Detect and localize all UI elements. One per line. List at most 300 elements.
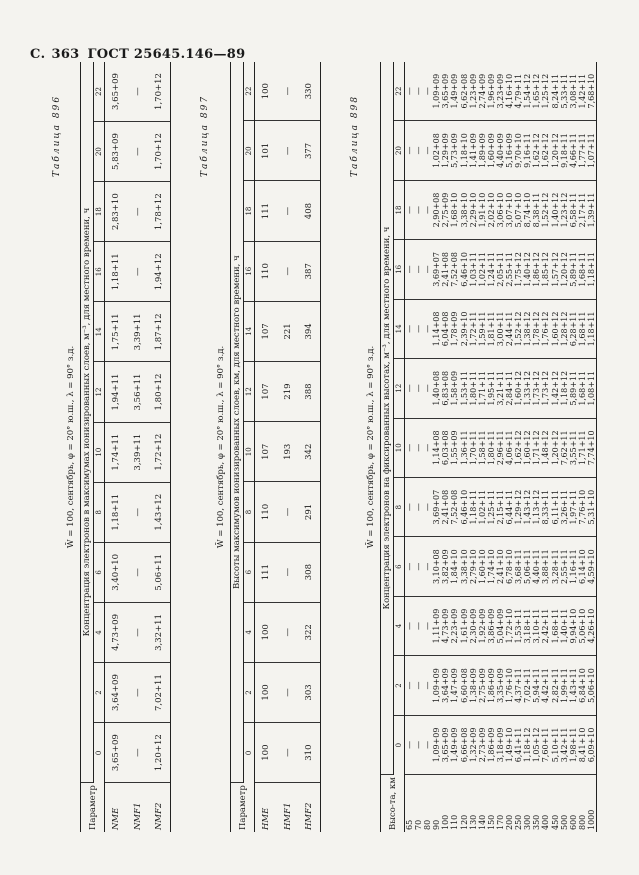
- table-cell: —: [277, 241, 299, 301]
- table-cell: —: [127, 242, 149, 302]
- hour-header: 12: [244, 362, 255, 422]
- table-cell: 6,46+10: [460, 240, 469, 299]
- param-header: Высо-та, км: [381, 775, 405, 832]
- table-cell: 1,60+12: [523, 418, 532, 477]
- row-label: 450: [550, 814, 560, 830]
- table-cell: 1,18+11: [587, 299, 597, 358]
- table-cell: 101: [255, 121, 277, 181]
- table-cell: 1,73+12: [532, 359, 541, 418]
- hour-header: 22: [94, 62, 105, 122]
- table-cell: 3,42+11: [560, 715, 569, 774]
- table-cell: 4,73+09: [105, 602, 127, 662]
- row-label: 110: [450, 814, 460, 830]
- hour-header: 22: [244, 62, 255, 121]
- table-cell: 1,16+11: [569, 537, 578, 596]
- table-cell: 1,60+09: [487, 121, 496, 180]
- table-cell: 6,66+08: [460, 715, 469, 774]
- table-cell: 3,39+11: [127, 422, 149, 482]
- table-cell: 1,09+09: [432, 656, 441, 715]
- row-label: NMF1: [132, 802, 143, 830]
- page-prefix: С.: [30, 47, 46, 62]
- table-cell: 3,82+09: [441, 537, 450, 596]
- table-cell: 1,55+09: [450, 418, 459, 477]
- table-cell: 1,80+11: [469, 359, 478, 418]
- table-cell: 1,42+11: [578, 62, 587, 121]
- table-row: [405, 62, 415, 832]
- table-cell: 1,18+11: [105, 242, 127, 302]
- standard-number: ГОСТ 25645.146—89: [87, 47, 246, 62]
- table-cell: 6,83+08: [441, 359, 450, 418]
- table-cell: 4,06+11: [505, 418, 514, 477]
- table-cell: 1,49+09: [450, 715, 459, 774]
- table-cell: 100: [255, 723, 277, 783]
- table-cell: 1,43+12: [149, 482, 171, 542]
- table-cell: 1,71+12: [532, 418, 541, 477]
- table-cell: 1,72+11: [469, 299, 478, 358]
- table-row: [505, 62, 514, 832]
- table-cell: 7,74+10: [587, 418, 597, 477]
- table-cell: 330: [299, 62, 321, 121]
- table-cell: —: [414, 656, 423, 715]
- row-label: 90: [432, 819, 442, 830]
- table-cell: 2,39+10: [460, 299, 469, 358]
- table-cell: 1,20+12: [551, 121, 560, 180]
- table-cell: 1,58+11: [478, 418, 487, 477]
- table-cell: 1,18+12: [560, 359, 569, 418]
- table-cell: 3,39+11: [127, 302, 149, 362]
- table-cell: 3,65+09: [105, 62, 127, 122]
- hour-header: 0: [94, 723, 105, 783]
- table-cell: —: [414, 418, 423, 477]
- table-row: [578, 62, 587, 832]
- row-label: 1000: [587, 775, 597, 832]
- table-cell: 1,11+09: [432, 596, 441, 655]
- table-cell: 1,99+11: [560, 656, 569, 715]
- table-cell: 1,49+10: [505, 715, 514, 774]
- hour-header: 2: [394, 656, 405, 715]
- row-label: 140: [477, 814, 487, 830]
- table-cell: —: [405, 477, 415, 536]
- table-cell: 6,60+08: [460, 656, 469, 715]
- table-cell: 2,55+11: [560, 537, 569, 596]
- table-cell: 5,73+09: [450, 121, 459, 180]
- row-label: 800: [577, 814, 587, 830]
- table-cell: 100: [255, 602, 277, 662]
- table-cell: 1,43+12: [523, 477, 532, 536]
- table-cell: 1,59+11: [478, 299, 487, 358]
- table-cell: 1,40+08: [432, 359, 441, 418]
- table-cell: 4,73+09: [441, 596, 450, 655]
- table-cell: 1,74+11: [105, 422, 127, 482]
- table-cell: 2,41+08: [441, 477, 450, 536]
- table-cell: 4,66+11: [569, 121, 578, 180]
- table-cell: 5,31+10: [587, 477, 597, 536]
- table-row: [469, 62, 478, 832]
- param-header: Параметр: [231, 783, 255, 832]
- table-cell: 3,68+11: [514, 537, 523, 596]
- table-cell: 1,02+08: [432, 121, 441, 180]
- table-cell: 4,37+11: [514, 656, 523, 715]
- table-cell: —: [414, 715, 423, 774]
- table-cell: 2,23+09: [450, 596, 459, 655]
- table-cell: 4,79+11: [514, 62, 523, 121]
- hour-header: 4: [244, 602, 255, 662]
- table-row: [432, 62, 441, 832]
- table-cell: 2,15+11: [496, 477, 505, 536]
- table-cell: 5,89+11: [569, 240, 578, 299]
- table-row: [277, 62, 299, 832]
- table-cell: 1,62+12: [541, 121, 550, 180]
- table-row: [127, 62, 149, 832]
- table-cell: 4,42+11: [541, 656, 550, 715]
- table-cell: 3,23+09: [496, 62, 505, 121]
- table-cell: —: [423, 656, 432, 715]
- table-cell: 1,58+09: [450, 359, 459, 418]
- table-cell: —: [423, 715, 432, 774]
- row-label: 70: [414, 819, 424, 830]
- table-cell: 1,42+12: [551, 359, 560, 418]
- table-cell: 5,06+11: [149, 542, 171, 602]
- row-label: 300: [523, 814, 533, 830]
- table-cell: 2,42+11: [541, 596, 550, 655]
- table-cell: 5,06+10: [578, 596, 587, 655]
- table-cell: 1,86+09: [487, 715, 496, 774]
- table-cell: 1,68+11: [551, 596, 560, 655]
- table-cell: 1,68+11: [578, 240, 587, 299]
- table-cell: 3,55+11: [569, 418, 578, 477]
- table-cell: 1,48+12: [541, 418, 550, 477]
- table-cell: 1,96+09: [487, 62, 496, 121]
- table-cell: —: [414, 477, 423, 536]
- table-cell: —: [127, 482, 149, 542]
- hour-header: 20: [94, 122, 105, 182]
- table-row: [514, 62, 523, 832]
- row-label: 120: [459, 814, 469, 830]
- row-label: 400: [541, 814, 551, 830]
- table-cell: 3,86+09: [487, 596, 496, 655]
- table-cell: —: [414, 359, 423, 418]
- table-cell: 1,40+12: [551, 180, 560, 239]
- table-cell: 3,56+11: [127, 362, 149, 422]
- table-cell: 1,02+11: [478, 240, 487, 299]
- table-cell: 1,53+11: [514, 596, 523, 655]
- table-cell: 1,25+12: [541, 62, 550, 121]
- table-cell: —: [423, 240, 432, 299]
- table-cell: 3,65+09: [441, 62, 450, 121]
- table-cell: 1,68+11: [578, 299, 587, 358]
- table-cell: 3,64+09: [441, 656, 450, 715]
- row-label: NME: [110, 807, 121, 830]
- table-cell: 1,65+12: [532, 62, 541, 121]
- table-cell: 1,86+09: [487, 656, 496, 715]
- table-cell: 9,16+11: [523, 121, 532, 180]
- table-cell: —: [127, 663, 149, 723]
- table-cell: —: [127, 602, 149, 662]
- table-cell: 2,83+10: [105, 182, 127, 242]
- span-header: Концентрация электронов в максимумах ионизированных слоев, м⁻³, для местного времени, ч: [81, 62, 94, 783]
- table-row: [299, 62, 321, 832]
- table-cell: 1,95+11: [487, 359, 496, 418]
- table-cell: 1,71+11: [478, 359, 487, 418]
- table-cell: 1,29+12: [514, 477, 523, 536]
- table-896-label: Таблица 896: [52, 94, 62, 177]
- table-cell: 3,08+11: [569, 62, 578, 121]
- table-cell: 3,38+10: [460, 180, 469, 239]
- table-cell: —: [414, 299, 423, 358]
- table-cell: 3,65+09: [441, 715, 450, 774]
- table-cell: —: [405, 656, 415, 715]
- table-cell: 1,62+12: [532, 121, 541, 180]
- table-cell: 6,46+10: [460, 477, 469, 536]
- table-cell: 9,94+10: [569, 596, 578, 655]
- table-cell: —: [423, 359, 432, 418]
- table-cell: —: [405, 62, 415, 121]
- table-row: [532, 62, 541, 832]
- table-cell: 1,07+11: [587, 121, 597, 180]
- table-row: [255, 62, 277, 832]
- hour-header: 18: [244, 181, 255, 241]
- row-label: NMF2: [149, 783, 171, 832]
- table-cell: 1,84+10: [450, 537, 459, 596]
- table-cell: —: [277, 602, 299, 662]
- hour-header: 14: [244, 301, 255, 361]
- table-cell: 1,92+09: [478, 596, 487, 655]
- table-cell: 3,18+09: [496, 715, 505, 774]
- table-cell: 6,04+08: [441, 299, 450, 358]
- table-cell: 1,36+11: [460, 418, 469, 477]
- table-897: [230, 62, 321, 832]
- table-row: [441, 62, 450, 832]
- table-row: [460, 62, 469, 832]
- table-cell: —: [405, 180, 415, 239]
- table-cell: 2,90+08: [432, 180, 441, 239]
- table-cell: 1,54+12: [523, 62, 532, 121]
- table-cell: 8,74+10: [523, 180, 532, 239]
- table-cell: 1,75+11: [105, 302, 127, 362]
- table-cell: —: [414, 537, 423, 596]
- row-label: 350: [532, 814, 542, 830]
- table-row: [478, 62, 487, 832]
- table-cell: 1,08+11: [587, 359, 597, 418]
- row-label: 130: [468, 814, 478, 830]
- table-cell: 1,29+09: [441, 121, 450, 180]
- table-cell: 6,28+11: [569, 299, 578, 358]
- table-cell: 3,21+11: [496, 359, 505, 418]
- table-cell: 6,41+11: [514, 715, 523, 774]
- table-cell: 3,40+10: [105, 542, 127, 602]
- table-cell: 1,57+12: [551, 240, 560, 299]
- table-cell: —: [423, 596, 432, 655]
- page-number: 363: [51, 47, 80, 62]
- table-cell: —: [277, 662, 299, 722]
- table-cell: 1,78+09: [450, 299, 459, 358]
- table-897-title: W̄ = 100, сентябрь, φ = 20° ю.ш., λ = 90° з.д.: [216, 345, 226, 549]
- table-cell: 1,94+11: [105, 362, 127, 422]
- table-cell: 3,18+11: [523, 596, 532, 655]
- table-cell: 1,94+12: [149, 242, 171, 302]
- table-cell: 107: [255, 422, 277, 482]
- table-cell: 100: [255, 62, 277, 121]
- table-cell: 110: [255, 241, 277, 301]
- table-cell: 1,38+09: [469, 656, 478, 715]
- row-label: 80: [423, 819, 433, 830]
- hour-header: 22: [394, 62, 405, 121]
- table-cell: 6,62+08: [460, 62, 469, 121]
- table-cell: 1,14+08: [432, 418, 441, 477]
- table-cell: 1,20+12: [149, 723, 171, 783]
- table-cell: 5,06+11: [523, 537, 532, 596]
- hour-header: 6: [94, 542, 105, 602]
- table-cell: 6,44+11: [505, 477, 514, 536]
- table-cell: 1,81+11: [487, 299, 496, 358]
- table-cell: 1,39+11: [587, 180, 597, 239]
- table-cell: 1,32+09: [469, 715, 478, 774]
- table-cell: 1,72+12: [149, 422, 171, 482]
- table-cell: 2,75+09: [478, 656, 487, 715]
- table-cell: —: [423, 62, 432, 121]
- table-cell: —: [423, 537, 432, 596]
- row-label: 65: [405, 819, 414, 830]
- table-cell: 7,52+08: [450, 477, 459, 536]
- table-cell: 8,24+11: [551, 62, 560, 121]
- table-cell: —: [127, 182, 149, 242]
- table-cell: 1,73+12: [541, 359, 550, 418]
- table-cell: 2,73+09: [478, 715, 487, 774]
- table-cell: 5,94+11: [532, 656, 541, 715]
- row-label: 150: [486, 814, 496, 830]
- table-cell: —: [414, 596, 423, 655]
- table-cell: 1,43+11: [569, 656, 578, 715]
- table-cell: 3,10+08: [432, 537, 441, 596]
- table-cell: 2,96+11: [496, 418, 505, 477]
- table-cell: 1,20+12: [560, 240, 569, 299]
- table-897-label: Таблица 897: [200, 94, 210, 177]
- table-cell: 1,60+12: [551, 299, 560, 358]
- table-cell: —: [423, 477, 432, 536]
- table-cell: —: [414, 62, 423, 121]
- span-header: Концентрация электронов на фиксированных высотах, м⁻³, для местного времени, ч: [381, 62, 394, 775]
- table-cell: 1,09+09: [432, 715, 441, 774]
- table-cell: 291: [299, 482, 321, 542]
- table-cell: 219: [277, 362, 299, 422]
- table-896: [80, 62, 171, 832]
- table-row: [496, 62, 505, 832]
- row-label: 600: [568, 814, 578, 830]
- table-cell: 2,75+09: [441, 180, 450, 239]
- table-cell: 1,47+09: [450, 656, 459, 715]
- table-cell: 408: [299, 181, 321, 241]
- table-cell: 111: [255, 542, 277, 602]
- table-cell: 2,82+11: [551, 656, 560, 715]
- table-cell: —: [414, 240, 423, 299]
- table-cell: 100: [255, 662, 277, 722]
- table-cell: 7,52+08: [450, 240, 459, 299]
- table-cell: 221: [277, 301, 299, 361]
- hour-header: 10: [94, 422, 105, 482]
- table-cell: 1,78+12: [532, 299, 541, 358]
- table-cell: 7,02+11: [149, 663, 171, 723]
- hour-header: 2: [94, 663, 105, 723]
- param-header: Параметр: [81, 783, 105, 832]
- table-cell: 2,74+09: [478, 62, 487, 121]
- row-label: HME: [260, 807, 271, 830]
- table-cell: 1,18+11: [469, 477, 478, 536]
- table-cell: 1,52+12: [514, 299, 523, 358]
- table-cell: 5,33+11: [560, 62, 569, 121]
- table-cell: 5,16+09: [505, 121, 514, 180]
- row-label: 250: [514, 814, 524, 830]
- table-cell: 2,17+11: [578, 180, 587, 239]
- table-cell: 7,02+11: [523, 656, 532, 715]
- table-cell: 6,58+11: [569, 180, 578, 239]
- table-cell: —: [405, 121, 415, 180]
- table-cell: 4,40+09: [496, 121, 505, 180]
- hour-header: 8: [94, 482, 105, 542]
- table-cell: 5,04+09: [496, 596, 505, 655]
- table-cell: 1,53+11: [460, 359, 469, 418]
- table-cell: 3,65+09: [105, 723, 127, 783]
- page-header: [30, 47, 245, 62]
- hour-header: 10: [394, 418, 405, 477]
- table-cell: 1,70+12: [149, 122, 171, 182]
- table-cell: 1,68+11: [578, 359, 587, 418]
- table-cell: 9,18+11: [560, 121, 569, 180]
- table-cell: 3,38+10: [460, 537, 469, 596]
- table-cell: 1,70+12: [149, 62, 171, 122]
- table-cell: 7,60+11: [541, 715, 550, 774]
- table-cell: 3,32+11: [149, 602, 171, 662]
- table-cell: 1,28+12: [560, 299, 569, 358]
- table-row: [587, 62, 597, 832]
- rotated-content: [50, 62, 610, 832]
- table-cell: —: [423, 418, 432, 477]
- table-cell: 4,40+11: [532, 537, 541, 596]
- row-label: HMF2: [299, 783, 321, 832]
- hour-header: 14: [394, 299, 405, 358]
- table-cell: 310: [299, 723, 321, 783]
- table-cell: 3,64+09: [105, 663, 127, 723]
- table-cell: 1,14+08: [432, 299, 441, 358]
- table-cell: 1,85+12: [541, 240, 550, 299]
- table-cell: 1,72+10: [505, 596, 514, 655]
- table-cell: 1,40+12: [523, 240, 532, 299]
- table-cell: 1,87+12: [149, 302, 171, 362]
- table-cell: 1,18+11: [105, 482, 127, 542]
- table-cell: 193: [277, 422, 299, 482]
- row-label: 500: [559, 814, 569, 830]
- row-label: HMF1: [282, 802, 293, 830]
- table-cell: 1,76+10: [505, 656, 514, 715]
- table-cell: —: [405, 596, 415, 655]
- table-cell: —: [405, 418, 415, 477]
- table-cell: 1,18+11: [587, 240, 597, 299]
- table-cell: 8,41+10: [578, 715, 587, 774]
- table-cell: 3,26+11: [560, 477, 569, 536]
- table-cell: 5,83+09: [105, 122, 127, 182]
- table-cell: 1,75+12: [514, 240, 523, 299]
- hour-header: 0: [244, 723, 255, 783]
- table-row: [414, 62, 423, 832]
- table-cell: 6,84+10: [578, 656, 587, 715]
- table-cell: 1,71+11: [578, 418, 587, 477]
- table-cell: 2,84+11: [505, 359, 514, 418]
- table-row: [551, 62, 560, 832]
- table-cell: 1,09+09: [432, 62, 441, 121]
- table-cell: 6,03+08: [441, 418, 450, 477]
- table-cell: 4,59+10: [587, 537, 597, 596]
- table-cell: —: [127, 62, 149, 122]
- table-cell: —: [405, 299, 415, 358]
